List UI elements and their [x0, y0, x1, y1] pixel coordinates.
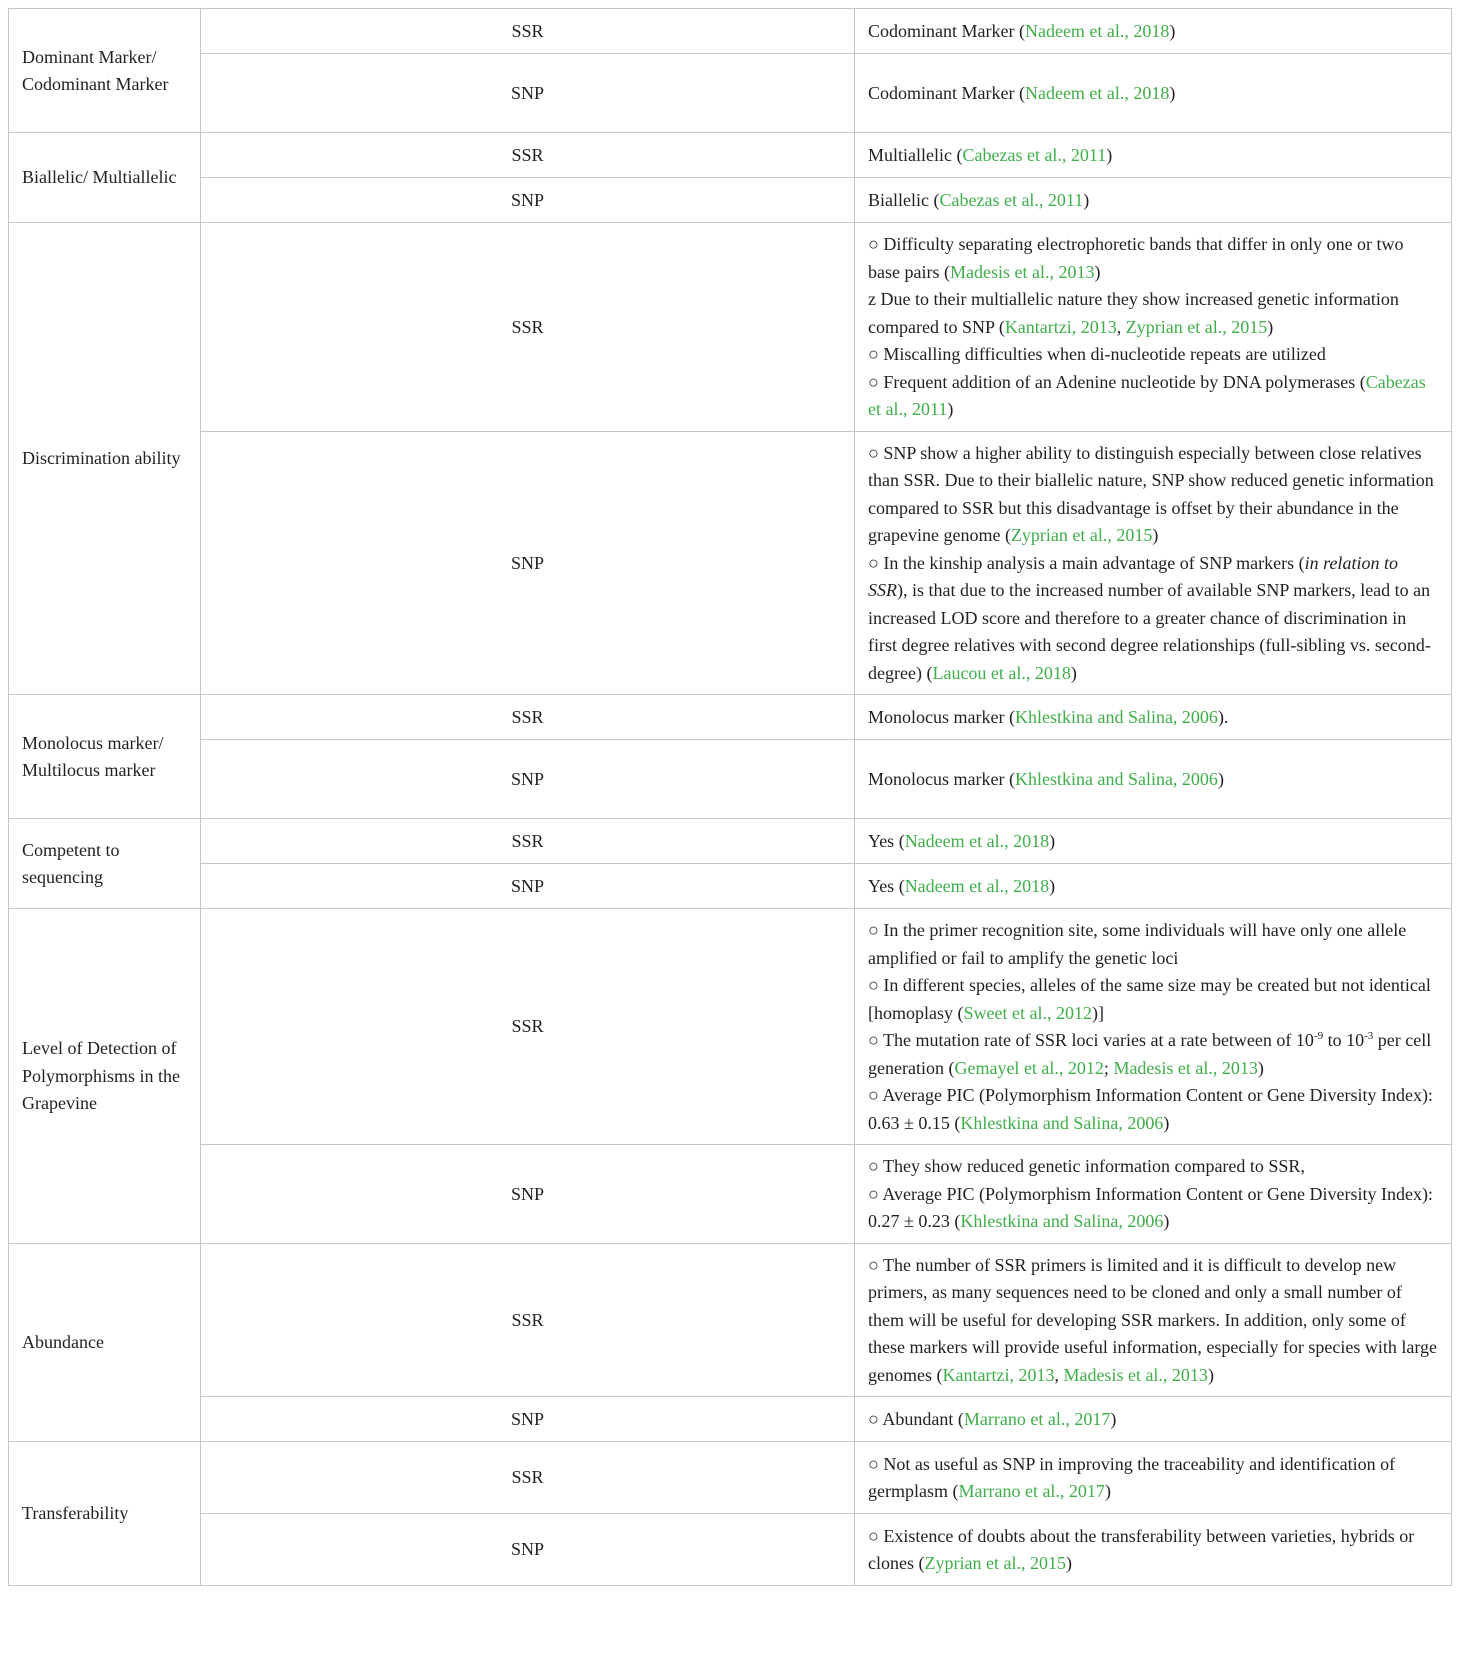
description-cell: [855, 178, 1452, 223]
description-line: [868, 1027, 1438, 1082]
text-run: ○ In the primer recognition site, some individuals will have only one allele amplified or fail to amplify the genetic loci: [868, 920, 1407, 968]
reference-link[interactable]: Madesis et al., 2013: [949, 261, 1095, 282]
text-run: Yes (: [868, 830, 905, 851]
marker-cell: SNP: [201, 864, 855, 909]
text-run: ○ They show reduced genetic information compared to SSR,: [868, 1156, 1305, 1176]
reference-link[interactable]: Nadeem et al., 2018: [1024, 20, 1170, 41]
text-run: ○ Average PIC (Polymorphism Information Content or Gene Diversity Index): 0.63 ± 0.15 (: [868, 1085, 1433, 1133]
table-row: [9, 740, 1452, 819]
table-row: [9, 9, 1452, 54]
reference-link[interactable]: Zyprian et al., 2015: [1125, 316, 1268, 337]
description-line: [868, 231, 1438, 286]
description-line: [868, 917, 1438, 972]
description-cell: [855, 819, 1452, 864]
text-run: ○ Frequent addition of an Adenine nucleotide by DNA polymerases (: [868, 371, 1366, 392]
text-run: ,: [1116, 316, 1126, 337]
reference-link[interactable]: Zyprian et al., 2015: [924, 1553, 1066, 1573]
text-run: ○ The number of SSR primers is limited and it is difficult to develop new primers, as many sequences need to be cloned and only a small number of them will be useful for developing SSR markers. In addition, only some of these markers will provide useful information, especially for species with large genomes (: [868, 1254, 1437, 1385]
reference-link[interactable]: Khlestkina and Salina, 2006: [960, 1211, 1164, 1231]
table-row: [9, 133, 1452, 178]
marker-cell: SNP: [201, 54, 855, 133]
text-run: Monolocus marker (: [868, 768, 1015, 789]
text-run: ): [1065, 1553, 1072, 1573]
reference-link[interactable]: Marrano et al., 2017: [963, 1408, 1111, 1429]
group-cell: Biallelic/ Multiallelic: [9, 133, 201, 223]
reference-link[interactable]: Madesis et al., 2013: [1113, 1057, 1258, 1078]
marker-cell: SSR: [201, 223, 855, 432]
superscript: -3: [1364, 1030, 1374, 1042]
text-run: ,: [1054, 1364, 1064, 1385]
text-run: ): [1110, 1408, 1117, 1429]
description-line: [868, 828, 1438, 856]
marker-cell: SSR: [201, 133, 855, 178]
text-run: ○ Not as useful as SNP in improving the traceability and identification of germplasm (: [868, 1453, 1396, 1501]
reference-link[interactable]: Nadeem et al., 2018: [904, 875, 1050, 896]
description-line: [868, 187, 1438, 215]
text-run: ): [1257, 1057, 1264, 1078]
description-line: [868, 972, 1438, 1027]
marker-cell: SSR: [201, 1243, 855, 1397]
reference-link[interactable]: Kantartzi, 2013: [1004, 316, 1117, 337]
text-run: ): [1152, 525, 1159, 545]
text-run: Multiallelic (: [868, 144, 963, 165]
description-line: [868, 1252, 1438, 1390]
text-run: ○ The mutation rate of SSR loci varies at a rate between of 10: [868, 1030, 1314, 1050]
text-run: ○ In the kinship analysis a main advantage of SNP markers (: [868, 552, 1305, 573]
text-run: ): [947, 399, 954, 419]
description-line: [868, 704, 1438, 732]
table-row: [9, 431, 1452, 695]
group-cell: Abundance: [9, 1243, 201, 1442]
text-run: ): [1094, 261, 1101, 282]
marker-cell: SNP: [201, 740, 855, 819]
table-row: [9, 819, 1452, 864]
text-run: ): [1169, 82, 1176, 103]
table-row: [9, 1442, 1452, 1514]
table-row: [9, 1397, 1452, 1442]
description-cell: [855, 1243, 1452, 1397]
text-run: to 10: [1323, 1030, 1365, 1050]
marker-cell: SSR: [201, 1442, 855, 1514]
description-cell: [855, 9, 1452, 54]
text-run: ), is that due to the increased number of available SNP markers, lead to an increased LOD score and therefore to a greater chance of discrimination in first degree relatives with second degree relationships (full-sibling vs. second-degree) (: [868, 580, 1431, 683]
description-cell: [855, 431, 1452, 695]
reference-link[interactable]: Khlestkina and Salina, 2006: [1014, 706, 1218, 727]
table-row: [9, 223, 1452, 432]
description-line: [868, 80, 1438, 108]
reference-link[interactable]: Sweet et al., 2012: [963, 1002, 1092, 1023]
marker-cell: SNP: [201, 1514, 855, 1586]
marker-cell: SSR: [201, 909, 855, 1145]
table-row: [9, 1243, 1452, 1397]
description-line: [868, 341, 1438, 369]
group-cell: Level of Detection of Polymorphisms in the Grapevine: [9, 909, 201, 1244]
text-run: z Due to their multiallelic nature they show increased genetic information compared to SNP (: [868, 289, 1399, 337]
text-run: ): [1070, 662, 1077, 683]
description-line: [868, 369, 1438, 424]
table-row: [9, 864, 1452, 909]
description-line: [868, 766, 1438, 794]
text-run: Yes (: [868, 875, 905, 896]
text-run: Monolocus marker (: [868, 706, 1015, 727]
description-line: [868, 873, 1438, 901]
text-run: ): [1169, 20, 1176, 41]
table-row: [9, 909, 1452, 1145]
description-line: [868, 286, 1438, 341]
marker-cell: SNP: [201, 431, 855, 695]
italic-text: in relation to SSR: [868, 552, 1398, 600]
marker-cell: SSR: [201, 819, 855, 864]
comparison-table: [8, 8, 1452, 1586]
text-run: ): [1104, 1481, 1111, 1501]
table-row: [9, 695, 1452, 740]
description-line: [868, 1523, 1438, 1578]
description-cell: [855, 864, 1452, 909]
marker-cell: SSR: [201, 695, 855, 740]
table-row: [9, 178, 1452, 223]
text-run: Codominant Marker (: [868, 82, 1025, 103]
description-cell: [855, 1442, 1452, 1514]
description-cell: [855, 695, 1452, 740]
text-run: ): [1163, 1112, 1170, 1133]
reference-link[interactable]: Khlestkina and Salina, 2006: [1014, 768, 1218, 789]
text-run: )]: [1091, 1002, 1104, 1023]
text-run: ): [1083, 189, 1090, 210]
text-run: ○ Miscalling difficulties when di-nucleotide repeats are utilized: [868, 344, 1326, 364]
description-cell: [855, 740, 1452, 819]
text-run: ○ Existence of doubts about the transferability between varieties, hybrids or clones (: [868, 1525, 1415, 1573]
description-line: [868, 1406, 1438, 1434]
reference-link[interactable]: Khlestkina and Salina, 2006: [960, 1112, 1164, 1133]
description-line: [868, 1082, 1438, 1137]
text-run: Biallelic (: [868, 189, 940, 210]
reference-link[interactable]: Laucou et al., 2018: [932, 662, 1071, 683]
text-run: ): [1049, 830, 1056, 851]
description-line: [868, 1181, 1438, 1236]
description-cell: [855, 1397, 1452, 1442]
text-run: ;: [1103, 1057, 1114, 1078]
table-row: [9, 1145, 1452, 1244]
description-line: [868, 1153, 1438, 1181]
table-row: [9, 1514, 1452, 1586]
text-run: ).: [1217, 706, 1229, 727]
text-run: ): [1217, 768, 1224, 789]
marker-cell: SSR: [201, 9, 855, 54]
group-cell: Transferability: [9, 1442, 201, 1586]
marker-cell: SNP: [201, 178, 855, 223]
marker-cell: SNP: [201, 1397, 855, 1442]
description-cell: [855, 54, 1452, 133]
superscript: -9: [1313, 1030, 1324, 1042]
description-cell: [855, 909, 1452, 1145]
text-run: ): [1267, 316, 1274, 337]
table-row: [9, 54, 1452, 133]
description-cell: [855, 133, 1452, 178]
group-cell: Monolocus marker/ Multilocus marker: [9, 695, 201, 819]
group-cell: Competent to sequencing: [9, 819, 201, 909]
reference-link[interactable]: Gemayel et al., 2012: [954, 1057, 1104, 1078]
reference-link[interactable]: Nadeem et al., 2018: [1024, 82, 1170, 103]
text-run: ○ In different species, alleles of the same size may be created but not identical [homoplasy (: [868, 975, 1431, 1023]
reference-link[interactable]: Zyprian et al., 2015: [1010, 525, 1153, 545]
description-line: [868, 440, 1438, 550]
description-cell: [855, 1514, 1452, 1586]
text-run: ): [1163, 1211, 1170, 1231]
reference-link[interactable]: Kantartzi, 2013: [942, 1364, 1055, 1385]
text-run: Codominant Marker (: [868, 20, 1025, 41]
description-line: [868, 1451, 1438, 1506]
text-run: ○ Abundant (: [868, 1408, 964, 1429]
description-line: [868, 550, 1438, 688]
group-cell: Dominant Marker/ Codominant Marker: [9, 9, 201, 133]
marker-cell: SNP: [201, 1145, 855, 1244]
text-run: ○ Difficulty separating electrophoretic bands that differ in only one or two base pairs (: [868, 234, 1404, 282]
text-run: ): [1049, 875, 1056, 896]
text-run: ): [1106, 144, 1113, 165]
reference-link[interactable]: Marrano et al., 2017: [958, 1481, 1105, 1501]
reference-link[interactable]: Cabezas et al., 2011: [939, 189, 1084, 210]
description-line: [868, 142, 1438, 170]
text-run: ○ Average PIC (Polymorphism Information Content or Gene Diversity Index): 0.27 ± 0.23 (: [868, 1183, 1433, 1231]
description-line: [868, 18, 1438, 46]
text-run: ): [1207, 1364, 1214, 1385]
text-run: per cell generation (: [868, 1030, 1432, 1078]
description-cell: [855, 223, 1452, 432]
description-cell: [855, 1145, 1452, 1244]
reference-link[interactable]: Madesis et al., 2013: [1063, 1364, 1208, 1385]
reference-link[interactable]: Cabezas et al., 2011: [962, 144, 1107, 165]
reference-link[interactable]: Cabezas et al., 2011: [868, 371, 1426, 419]
reference-link[interactable]: Nadeem et al., 2018: [904, 830, 1050, 851]
group-cell: Discrimination ability: [9, 223, 201, 695]
text-run: ○ SNP show a higher ability to distinguish especially between close relatives than SSR. Due to their biallelic nature, SNP show reduced genetic information compared to SSR but this disadvantage is offset by their abundance in the grapevine genome (: [868, 442, 1434, 545]
